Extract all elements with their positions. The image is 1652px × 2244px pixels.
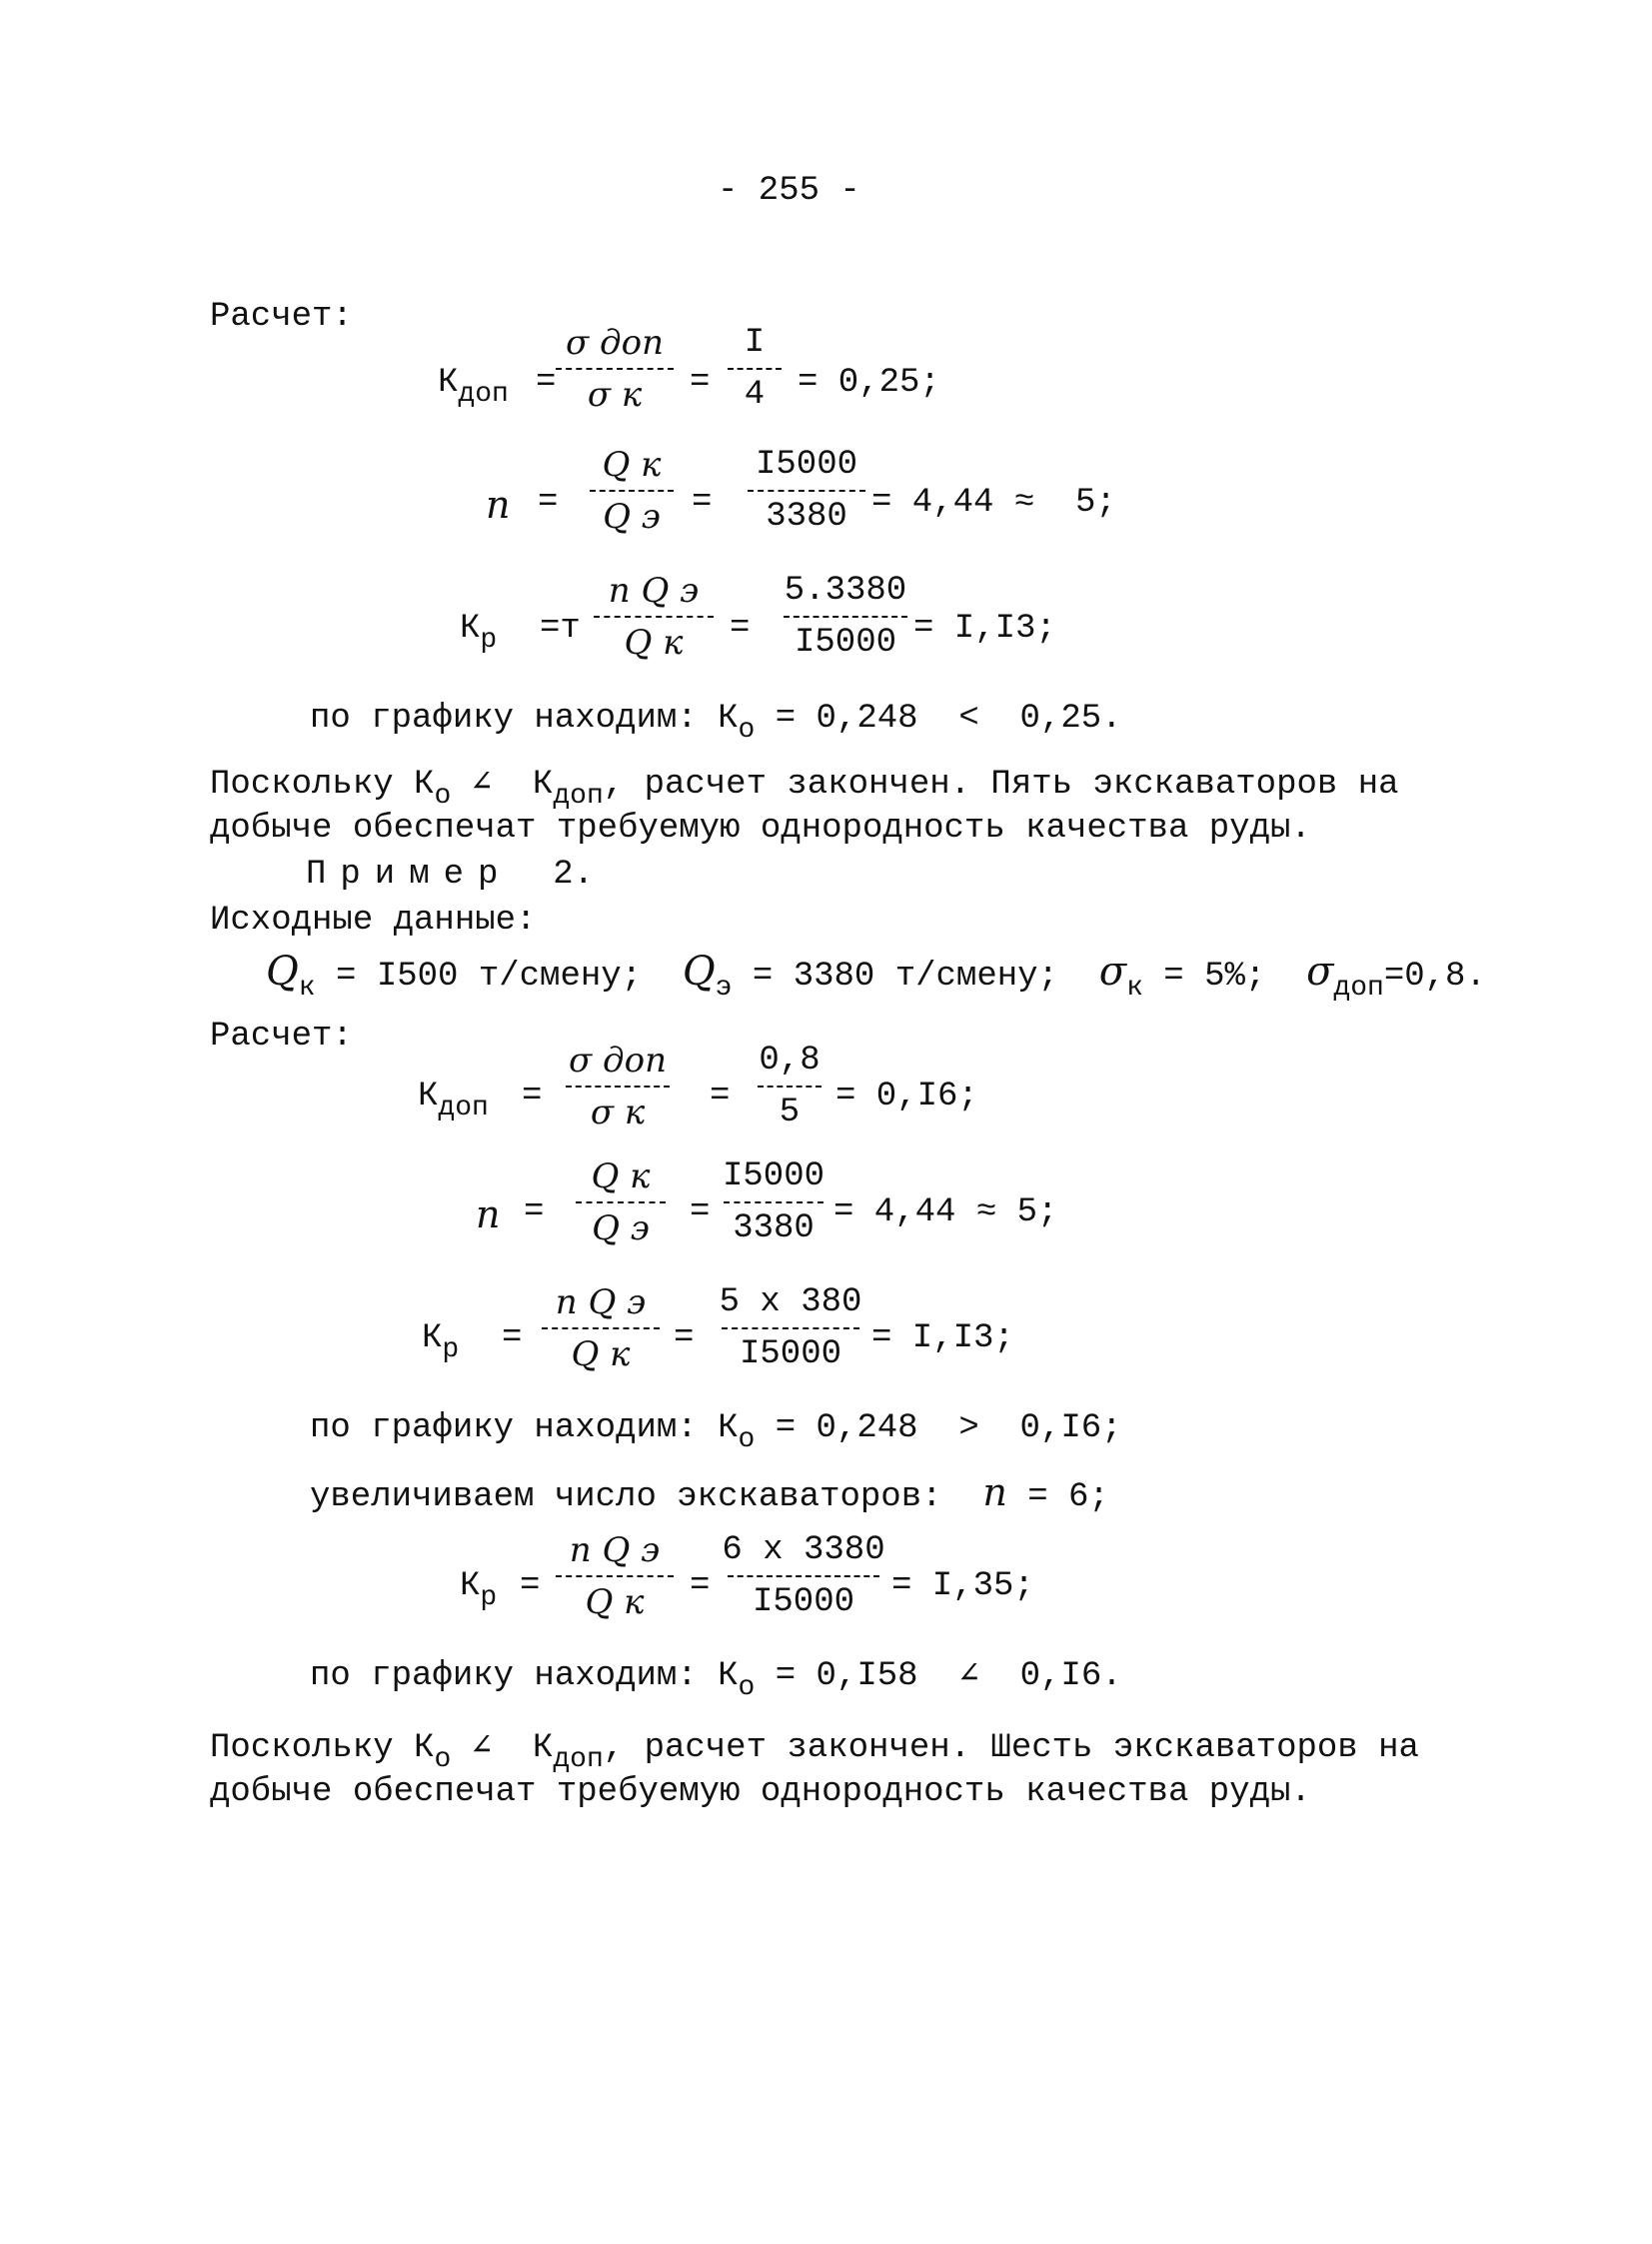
ex2-conclusion-line2: добыче обеспечат требуемую однородность качества руды.	[210, 1773, 1311, 1811]
ex2-increase-line: увеличиваем число экскаваторов: n = 6;	[310, 1470, 1109, 1516]
ex1-kdop-fraction2: I 4	[728, 326, 782, 412]
ex2-kdop-eq2: =	[710, 1078, 731, 1116]
ex2-kp2-result: = I,35;	[891, 1567, 1034, 1605]
ex2-kp-eq: =	[502, 1319, 523, 1357]
ex2-input-line: $Q_к = I500$ т/смену; $Q_э = 3380$ т/смену; $\sigma_к = 5\%$; $\sigma_{доп}=0,8$.	[266, 949, 1486, 1004]
ex1-kp-eq2: =	[730, 610, 751, 648]
ex1-kdop-eq2: =	[690, 364, 711, 402]
ex1-n-lhs: n	[486, 483, 511, 527]
ex1-n-fraction2: I5000 3380	[748, 448, 865, 534]
ex2-kdop-fraction: σ доп σ к	[566, 1044, 670, 1129]
ex2-kdop-fraction2: 0,8 5	[759, 1042, 821, 1131]
ex2-kp-lhs: $К_р$	[422, 1319, 460, 1365]
ex2-kp2-eq: =	[520, 1567, 541, 1605]
ex2-n-result: = 4,44 ≈ 5;	[833, 1193, 1058, 1231]
ex2-n-eq: =	[524, 1193, 545, 1231]
ex2-kp-eq2: =	[674, 1319, 695, 1357]
ex1-kp-fraction: n Q э Q к	[594, 574, 714, 660]
ex1-conclusion-line1: Поскольку $К_о$ ∠ $К_{доп}$, расчет закончен. Пять экскаваторов на	[210, 766, 1399, 812]
ex2-conclusion-line1: Поскольку $К_о$ ∠ $К_{доп}$, расчет закончен. Шесть экскаваторов на	[210, 1729, 1419, 1775]
ex1-kp-fraction2: 5.3380 I5000	[784, 572, 907, 662]
ex2-kp-result: = I,I3;	[871, 1319, 1014, 1357]
ex1-n-eq2: =	[692, 484, 713, 522]
ex2-graph-line: по графику находим: $К_о = 0,248 > 0,I6$;	[310, 1409, 1122, 1455]
ex1-n-fraction: Q к Q э	[590, 448, 674, 534]
ex1-raschet-label: Расчет:	[210, 298, 353, 336]
ex2-kp2-fraction: n Q э Q к	[556, 1533, 674, 1619]
page-number: - 255 -	[718, 172, 860, 210]
ex1-n-result: = 4,44 ≈ 5;	[871, 484, 1116, 522]
ex2-kp-fraction: n Q э Q к	[542, 1285, 660, 1371]
ex2-n-eq2: =	[690, 1193, 711, 1231]
ex2-n-lhs: n	[476, 1192, 501, 1236]
ex1-kdop-result: = 0,25;	[798, 364, 940, 402]
ex2-n-fraction2: I5000 3380	[722, 1157, 826, 1247]
ex1-kp-lhs: $К_р$	[460, 610, 498, 656]
ex2-kdop-lhs: $К_{доп}$	[418, 1078, 489, 1123]
ex1-kdop-fraction: σ доп σ к	[556, 326, 674, 412]
ex2-kp-fraction2: 5 х 380 I5000	[719, 1283, 862, 1373]
ex2-graph2-line: по графику находим: $К_о = 0,I58$ ∠ 0,I6.	[310, 1657, 1122, 1703]
ex1-kdop-lhs: $К_{доп}$	[438, 364, 509, 410]
ex2-n-fraction: Q к Q э	[576, 1159, 666, 1245]
ex2-kp2-eq2: =	[690, 1567, 711, 1605]
ex2-raschet-label: Расчет:	[210, 1018, 353, 1056]
ex1-kdop-eq: =	[536, 364, 557, 402]
ex1-kp-result: = I,I3;	[913, 610, 1056, 648]
ex2-kp2-lhs: $К_р$	[460, 1567, 498, 1613]
ex2-kp2-fraction2: 6 х 3380 I5000	[722, 1531, 885, 1621]
ex2-kdop-result: = 0,I6;	[835, 1078, 978, 1116]
ex1-kp-eq: =т	[540, 610, 581, 648]
ex2-kdop-eq: =	[522, 1078, 543, 1116]
ex2-input-label: Исходные данные:	[210, 902, 537, 940]
ex1-conclusion-line2: добыче обеспечат требуемую однородность качества руды.	[210, 810, 1311, 848]
ex1-graph-line: по графику находим: $К_о = 0,248 < 0,25$.	[310, 700, 1122, 746]
ex1-n-eq: =	[538, 484, 559, 522]
ex2-title: Пример 2.	[306, 856, 595, 894]
